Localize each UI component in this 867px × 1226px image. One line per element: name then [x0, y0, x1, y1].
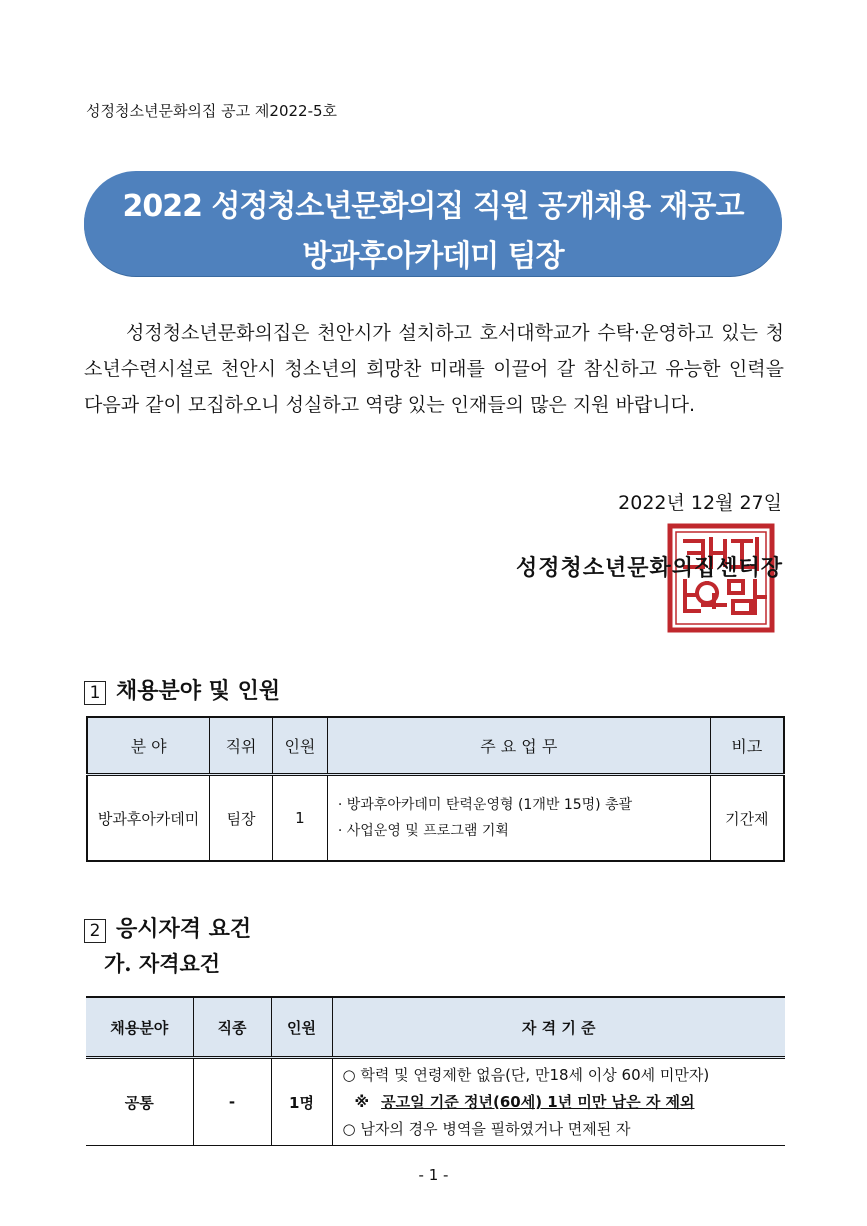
criteria-item-strong [343, 1089, 785, 1116]
criteria-exclusion: 공고일 기준 정년(60세) 1년 미만 남은 자 제외 [381, 1092, 695, 1111]
note-mark: ※ [354, 1092, 370, 1111]
signer-name: 성정청소년문화의집센터장 [515, 555, 783, 581]
page-number: - 1 - [418, 1166, 449, 1184]
field-cell: 공통 [86, 1058, 193, 1146]
note-cell: 기간제 [710, 775, 784, 862]
table-header: 인원 [272, 717, 327, 775]
section-1-label: 채용분야 및 인원 [116, 678, 281, 704]
table-header: 직종 [193, 997, 271, 1058]
notice-date: 2022년 12월 27일 [618, 492, 782, 514]
table-header: 인원 [271, 997, 332, 1058]
section-2-number: 2 [84, 919, 106, 943]
table-header-row [87, 717, 784, 775]
table-header: 자 격 기 준 [332, 997, 785, 1058]
title-line-2: 방과후아카데미 팀장 [302, 239, 564, 274]
qualification-table [86, 996, 785, 1146]
intro-paragraph [84, 315, 784, 423]
intro-text: 성정청소년문화의집은 천안시가 설치하고 호서대학교가 수탁·운영하고 있는 청소년수련시설로 천안시 청소년의 희망찬 미래를 이끌어 갈 참신하고 유능한 인력을 다음과 같이 모집하오니 성실하고 역량 있는 인재들의 많은 지원 바랍니다. [84, 322, 784, 416]
duty-cell [327, 775, 710, 862]
duty-item: · 방과후아카데미 탄력운영형 (1개반 15명) 총괄 [337, 797, 633, 813]
table-header: 주 요 업 무 [327, 717, 710, 775]
count-cell: 1 [272, 775, 327, 862]
recruitment-table [86, 716, 785, 862]
table-row [87, 775, 784, 862]
type-cell: - [193, 1058, 271, 1146]
table-row [86, 1058, 785, 1146]
section-2-label: 응시자격 요건 [116, 916, 252, 942]
criteria-item: ○ 남자의 경우 병역을 필하였거나 면제된 자 [342, 1119, 631, 1138]
duty-item: · 사업운영 및 프로그램 기획 [337, 823, 509, 839]
section-1-title [84, 674, 280, 705]
field-cell: 방과후아카데미 [87, 775, 210, 862]
table-header: 분 야 [87, 717, 210, 775]
table-header: 비고 [710, 717, 784, 775]
table-header: 채용분야 [86, 997, 193, 1058]
count-cell: 1명 [271, 1058, 332, 1146]
section-1-number: 1 [84, 681, 106, 705]
section-2-title [84, 912, 251, 943]
table-header-row [86, 997, 785, 1058]
section-2-subtitle: 가. 자격요건 [104, 951, 221, 976]
criteria-cell [332, 1058, 785, 1146]
table-header: 직위 [210, 717, 273, 775]
notice-number: 성정청소년문화의집 공고 제2022-5호 [86, 102, 338, 120]
title-banner [84, 171, 782, 276]
title-line-1: 2022 성정청소년문화의집 직원 공개채용 재공고 [122, 189, 744, 224]
criteria-item: ○ 학력 및 연령제한 없음(단, 만18세 이상 60세 미만자) [342, 1065, 710, 1084]
position-cell: 팀장 [210, 775, 273, 862]
